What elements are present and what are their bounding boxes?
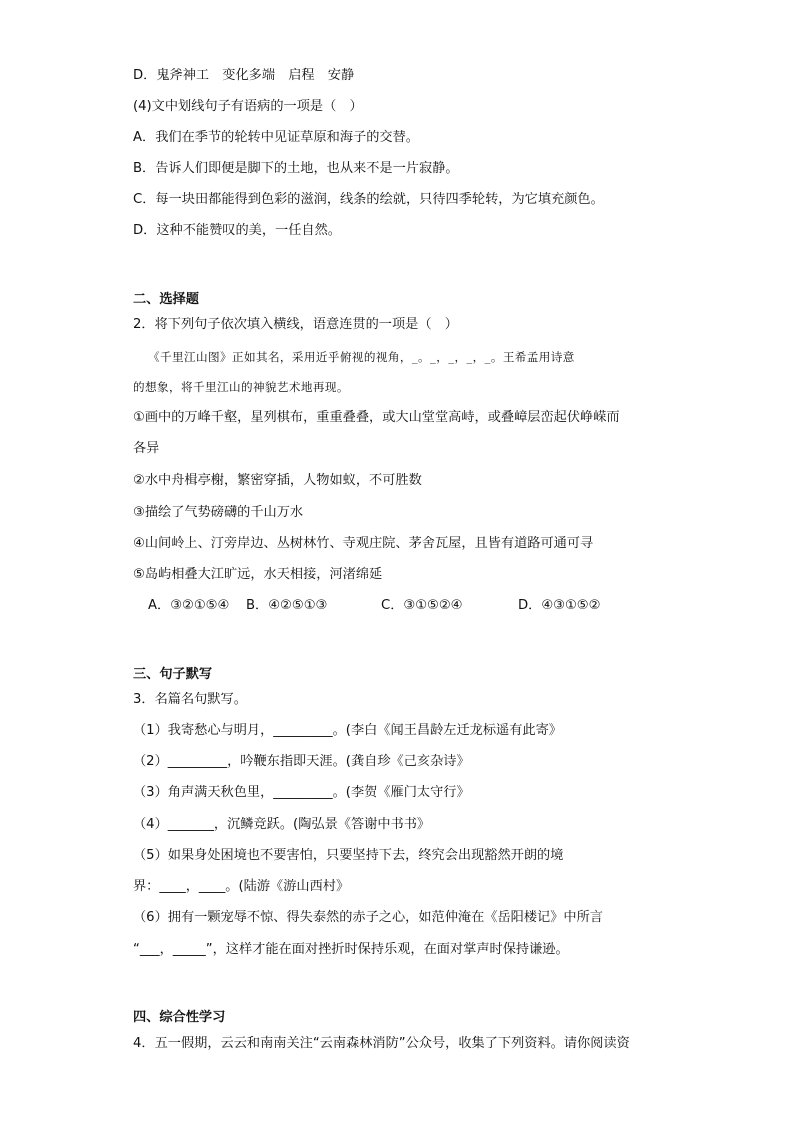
q1-sub4-option-b: B．告诉人们即便是脚下的土地，也从来不是一片寂静。	[133, 161, 459, 176]
q2-choice-a[interactable]: A．③②①⑤④	[148, 598, 230, 613]
q3-sentence-6-line1: （6）拥有一颗宠辱不惊、得失泰然的赤子之心，如范仲淹在《岳阳楼记》中所言	[133, 910, 603, 925]
section3-heading: 三、句子默写	[133, 667, 213, 682]
q1-sub4-option-c: C．每一块田都能得到色彩的滋润，线条的绘就，只待四季轮转，为它填充颜色。	[133, 192, 604, 207]
q1-sub4-option-a: A．我们在季节的轮转中见证草原和海子的交替。	[133, 130, 419, 145]
q4-stem: 4．五一假期，云云和南南关注“云南森林消防”公众号，收集了下列资料。请你阅读资	[133, 1036, 630, 1051]
q2-item5: ⑤岛屿相叠大江旷远，水天相接，河渚绵延	[133, 567, 383, 582]
q2-item1-line1: ①画中的万峰千壑，星列棋布，重重叠叠，或大山堂堂高峙，或叠嶂层峦起伏峥嵘而	[133, 410, 620, 425]
q2-choices	[148, 596, 600, 616]
q3-sentence-5-line1: （5）如果身处困境也不要害怕，只要坚持下去，终究会出现豁然开朗的境	[133, 848, 564, 863]
q3-sentence-3: （3）角声满天秋色里，_________。(李贺《雁门太守行》	[133, 785, 470, 800]
section4-heading: 四、综合性学习	[133, 1010, 226, 1025]
q2-choice-d[interactable]: D．④③①⑤②	[518, 598, 601, 613]
q3-sentence-5-line2: 界：____，____。(陆游《游山西村》	[133, 879, 350, 894]
q3-sentence-4: （4）_______，沉鳞竞跃。(陶弘景《答谢中书书》	[133, 817, 431, 832]
q1-option-d: D．鬼斧神工 变化多端 启程 安静	[133, 68, 355, 83]
q2-passage-line2: 的想象，将千里江山的神貌艺术地再现。	[133, 380, 349, 394]
q2-item2: ②水中舟楫亭榭，繁密穿插，人物如蚁，不可胜数	[133, 473, 422, 488]
q2-choice-c[interactable]: C．③①⑤②④	[381, 598, 463, 613]
section2-heading: 二、选择题	[133, 292, 199, 307]
q3-stem: 3．名篇名句默写。	[133, 692, 247, 707]
q2-choice-b[interactable]: B．④②⑤①③	[246, 598, 328, 613]
q3-sentence-2: （2）_________，吟鞭东指即天涯。(龚自珍《己亥杂诗》	[133, 754, 470, 769]
q1-sub4-stem: (4)文中划线句子有语病的一项是（ ）	[133, 99, 363, 114]
q3-sentence-6-line2: “___，_____”，这样才能在面对挫折时保持乐观，在面对掌声时保持谦逊。	[133, 942, 569, 957]
q2-stem: 2．将下列句子依次填入横线，语意连贯的一项是（ ）	[133, 317, 458, 332]
q2-item1-line2: 各异	[133, 441, 160, 456]
q1-sub4-option-d: D．这种不能赞叹的美，一任自然。	[133, 223, 341, 238]
q3-sentence-1: （1）我寄愁心与明月，_________。(李白《闻王昌龄左迁龙标遥有此寄》	[133, 723, 562, 738]
q2-passage-line1: 《千里江山图》正如其名，采用近乎俯视的视角，_。_，_，_，_。王希孟用诗意	[148, 350, 575, 364]
q2-item4: ④山间岭上、汀旁岸边、丛树林竹、寺观庄院、茅舍瓦屋，且皆有道路可通可寻	[133, 536, 594, 551]
q2-item3: ③描绘了气势磅礴的千山万水	[133, 505, 304, 520]
